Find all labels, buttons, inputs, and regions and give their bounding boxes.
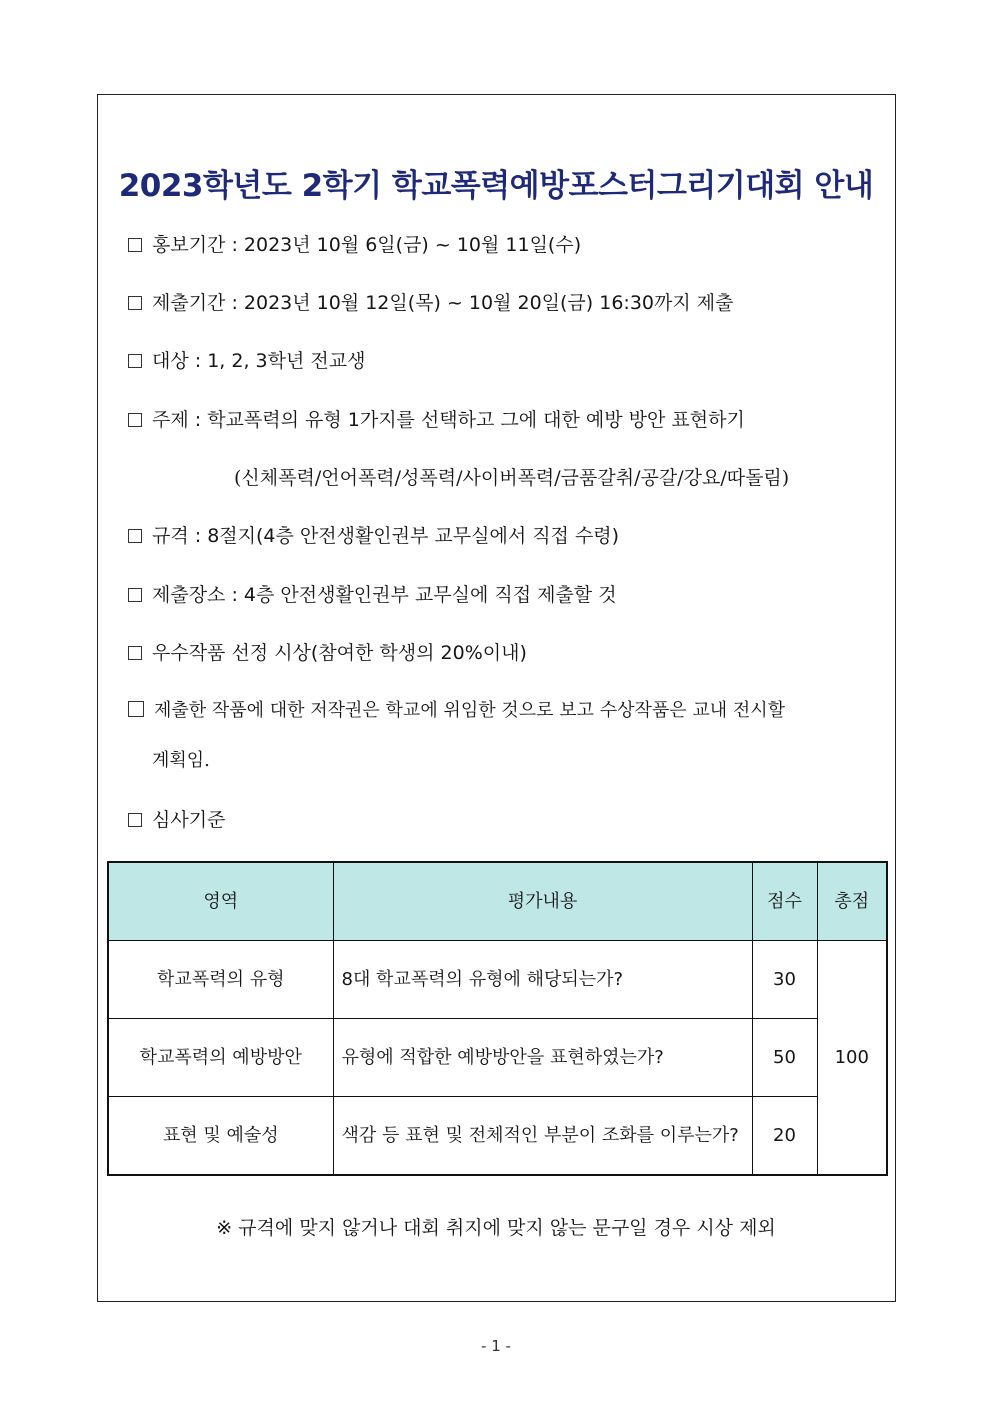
row-score: 50 xyxy=(752,1019,817,1097)
checkbox-icon xyxy=(128,646,142,660)
checkbox-icon xyxy=(128,529,142,543)
item-criteria-heading xyxy=(128,808,225,832)
table-header-row xyxy=(108,862,887,941)
row-area: 표현 및 예술성 xyxy=(108,1097,333,1176)
checkbox-icon xyxy=(128,413,142,427)
item-award xyxy=(128,641,527,665)
item-award-text: 우수작품 선정 시상(참여한 학생의 20%이내) xyxy=(152,642,527,664)
row-content: 색감 등 표현 및 전체적인 부분이 조화를 이루는가? xyxy=(333,1097,752,1176)
header-area: 영역 xyxy=(108,862,333,941)
checkbox-icon xyxy=(128,296,142,310)
table-row xyxy=(108,1097,887,1176)
item-target-text: 대상 : 1, 2, 3학년 전교생 xyxy=(152,350,366,372)
checkbox-icon xyxy=(128,354,142,368)
item-topic xyxy=(128,408,745,432)
criteria-table xyxy=(107,861,888,1176)
item-promo-period xyxy=(128,233,581,257)
item-topic-text: 주제 : 학교폭력의 유형 1가지를 선택하고 그에 대한 예방 방안 표현하기 xyxy=(152,409,745,431)
header-total: 총점 xyxy=(817,862,887,941)
row-content: 8대 학교폭력의 유형에 해당되는가? xyxy=(333,941,752,1019)
page-title: 2023학년도 2학기 학교폭력예방포스터그리기대회 안내 xyxy=(118,168,874,204)
item-promo-period-text: 홍보기간 : 2023년 10월 6일(금) ~ 10월 11일(수) xyxy=(152,234,582,256)
item-spec xyxy=(128,524,619,548)
row-score: 30 xyxy=(752,941,817,1019)
checkbox-icon xyxy=(128,238,142,252)
checkbox-icon xyxy=(128,813,142,827)
row-content: 유형에 적합한 예방방안을 표현하였는가? xyxy=(333,1019,752,1097)
total-score: 100 xyxy=(817,941,887,1176)
item-place-text: 제출장소 : 4층 안전생활인권부 교무실에 직접 제출할 것 xyxy=(152,584,617,606)
checkbox-icon xyxy=(128,588,142,602)
table-row xyxy=(108,1019,887,1097)
item-copyright-continued: 계획임. xyxy=(152,750,210,771)
row-area: 학교폭력의 유형 xyxy=(108,941,333,1019)
item-place xyxy=(128,583,617,607)
row-area: 학교폭력의 예방방안 xyxy=(108,1019,333,1097)
header-content: 평가내용 xyxy=(333,862,752,941)
footnote: ※ 규격에 맞지 않거나 대회 취지에 맞지 않는 문구일 경우 시상 제외 xyxy=(216,1217,776,1239)
page-number: - 1 - xyxy=(481,1337,511,1355)
item-submit-period-text: 제출기간 : 2023년 10월 12일(목) ~ 10월 20일(금) 16:30까지 제출 xyxy=(152,292,734,314)
topic-types: (신체폭력/언어폭력/성폭력/사이버폭력/금품갈취/공갈/강요/따돌림) xyxy=(234,467,790,489)
item-criteria-heading-text: 심사기준 xyxy=(152,809,226,831)
table-row xyxy=(108,941,887,1019)
item-spec-text: 규격 : 8절지(4층 안전생활인권부 교무실에서 직접 수령) xyxy=(152,525,620,547)
row-score: 20 xyxy=(752,1097,817,1176)
header-score: 점수 xyxy=(752,862,817,941)
item-copyright-text: 제출한 작품에 대한 저작권은 학교에 위임한 것으로 보고 수상작품은 교내 전시할 xyxy=(154,700,786,721)
checkbox-icon xyxy=(128,701,144,717)
item-target xyxy=(128,349,365,373)
item-copyright xyxy=(128,699,785,723)
item-submit-period xyxy=(128,291,733,315)
